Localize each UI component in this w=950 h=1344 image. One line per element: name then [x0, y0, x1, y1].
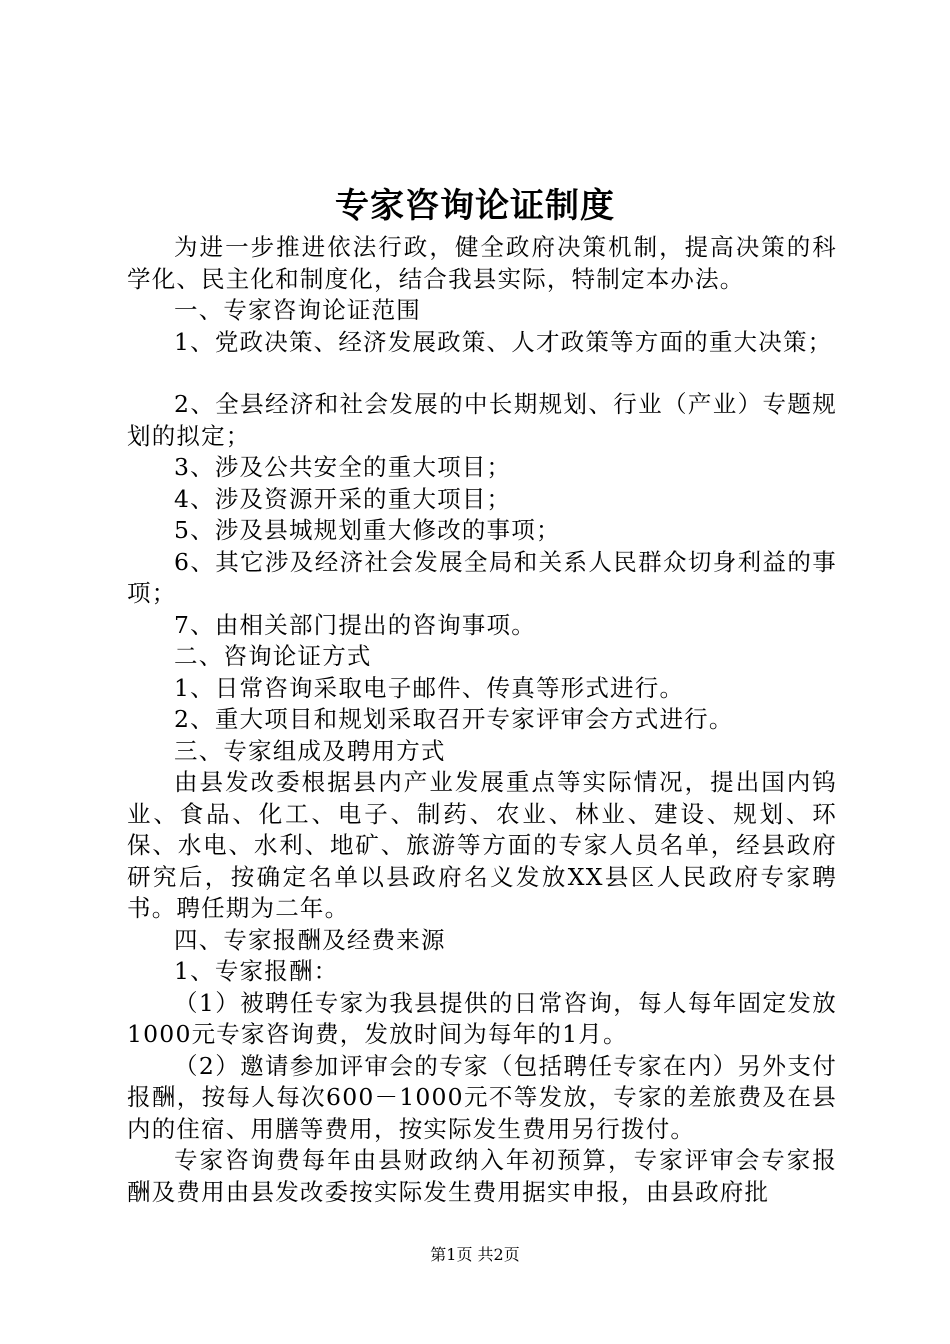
section-heading-composition: 三、专家组成及聘用方式: [174, 736, 446, 765]
scope-item-2: 2、全县经济和社会发展的中长期规划、行业（产业）专题规划的拟定；: [127, 390, 837, 450]
scope-item-3: 3、涉及公共安全的重大项目；: [174, 453, 512, 481]
page-footer: 第1页 共2页: [430, 1245, 520, 1264]
section-heading-scope: 一、专家咨询论证范围: [174, 296, 421, 324]
intro-paragraph: 为进一步推进依法行政，健全政府决策机制，提高决策的科学化、民主化和制度化，结合我县实际，特制定本办法。: [127, 233, 837, 293]
funding-paragraph: 专家咨询费每年由县财政纳入年初预算，专家评审会专家报酬及费用由县发改委按实际发生费用据实申报，由县政府批: [127, 1146, 837, 1206]
method-item-2: 2、重大项目和规划采取召开专家评审会方式进行。: [174, 705, 734, 733]
scope-item-5: 5、涉及县城规划重大修改的事项；: [174, 516, 561, 544]
remuneration-subheading: 1、专家报酬：: [174, 957, 339, 985]
section-heading-method: 二、咨询论证方式: [174, 642, 372, 670]
scope-item-6: 6、其它涉及经济社会发展全局和关系人民群众切身利益的事项；: [127, 547, 837, 607]
scope-item-1: 1、党政决策、经济发展政策、人才政策等方面的重大决策；: [174, 327, 833, 356]
scope-item-7: 7、由相关部门提出的咨询事项。: [174, 610, 536, 639]
remuneration-item-2: （2）邀请参加评审会的专家（包括聘任专家在内）另外支付报酬，按每人每次600－1000元不等发放，专家的差旅费及在县内的住宿、用膳等费用，按实际发生费用另行拨付。: [127, 1051, 837, 1143]
document-body: [127, 232, 837, 1208]
section-heading-remuneration: 四、专家报酬及经费来源: [174, 925, 446, 954]
composition-paragraph: 由县发改委根据县内产业发展重点等实际情况，提出国内钨业、食品、化工、电子、制药、农业、林业、建设、规划、环保、水电、水利、地矿、旅游等方面的专家人员名单，经县政府研究后，按确定名单以县政府名义发放XX县区人民政府专家聘书。聘任期为二年。: [127, 768, 837, 922]
document-title: 专家咨询论证制度: [335, 186, 615, 226]
remuneration-item-1: （1）被聘任专家为我县提供的日常咨询，每人每年固定发放1000元专家咨询费，发放时间为每年的1月。: [127, 988, 837, 1048]
scope-item-4: 4、涉及资源开采的重大项目；: [174, 484, 512, 513]
method-item-1: 1、日常咨询采取电子邮件、传真等形式进行。: [174, 673, 685, 702]
